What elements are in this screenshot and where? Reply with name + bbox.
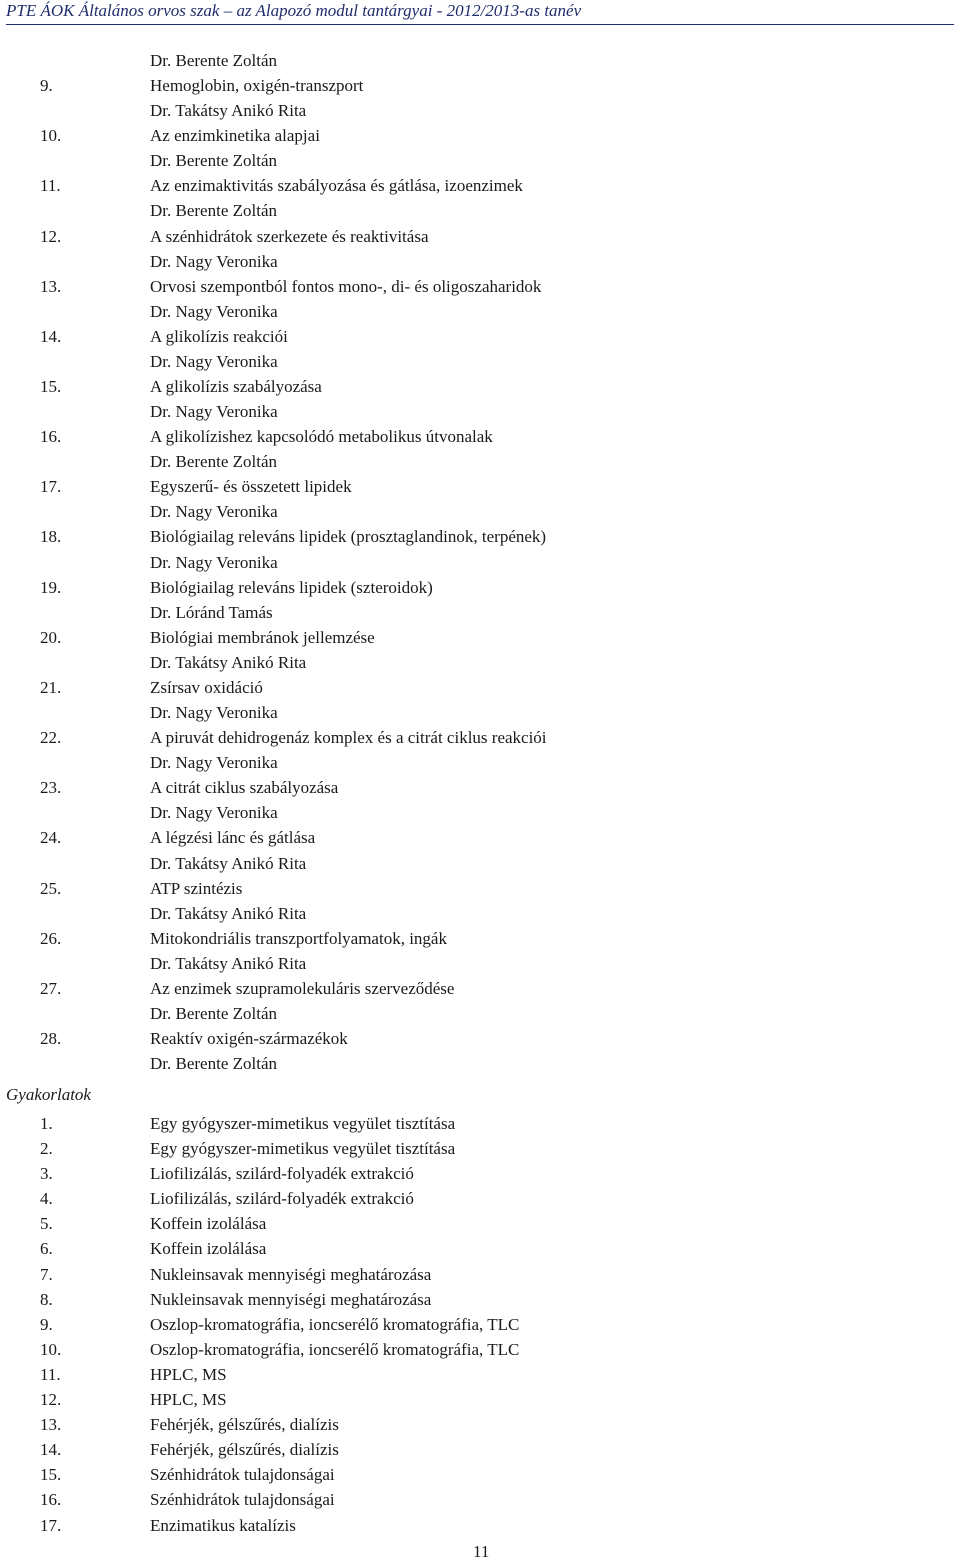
lecture-title: Biológiai membránok jellemzése (150, 627, 375, 647)
practical-number: 15. (40, 1465, 62, 1485)
practical-row (0, 1186, 960, 1211)
lecturer-row (0, 98, 960, 123)
lecture-list (0, 48, 960, 1076)
lecturer-name: Dr. Nagy Veronika (150, 753, 278, 773)
practical-title: Szénhidrátok tulajdonságai (150, 1490, 335, 1510)
lecture-title: Zsírsav oxidáció (150, 677, 263, 697)
lecture-row (0, 976, 960, 1001)
lecture-title: A citrát ciklus szabályozása (150, 778, 339, 798)
lecturer-name: Dr. Berente Zoltán (150, 1003, 277, 1023)
practical-number: 16. (40, 1490, 62, 1510)
lecture-title: Biológiailag releváns lipidek (szteroidok) (150, 577, 433, 597)
practical-title: Nukleinsavak mennyiségi meghatározása (150, 1289, 432, 1309)
lecturer-name: Dr. Berente Zoltán (150, 201, 277, 221)
lecture-number: 12. (40, 226, 62, 246)
lecture-title: A glikolízis reakciói (150, 326, 288, 346)
lecture-number: 19. (40, 577, 62, 597)
lecture-number: 20. (40, 627, 62, 647)
practical-row (0, 1437, 960, 1462)
practical-row (0, 1312, 960, 1337)
practical-row (0, 1211, 960, 1236)
lecture-title: Reaktív oxigén-származékok (150, 1029, 348, 1049)
lecturer-name: Dr. Nagy Veronika (150, 703, 278, 723)
practical-number: 3. (40, 1164, 53, 1184)
practical-number: 8. (40, 1289, 53, 1309)
lecturer-row (0, 700, 960, 725)
lecture-number: 9. (40, 76, 53, 96)
practical-number: 17. (40, 1515, 62, 1535)
practical-title: Enzimatikus katalízis (150, 1515, 296, 1535)
lecturer-row (0, 550, 960, 575)
practical-title: Oszlop-kromatográfia, ioncserélő kromatográfia, TLC (150, 1339, 520, 1359)
practical-list (0, 1111, 960, 1538)
practical-row (0, 1487, 960, 1512)
lecture-number: 21. (40, 677, 62, 697)
lecture-number: 26. (40, 928, 62, 948)
lecturer-name: Dr. Nagy Veronika (150, 301, 278, 321)
lecture-row (0, 324, 960, 349)
lecturer-name: Dr. Takátsy Anikó Rita (150, 853, 307, 873)
lecture-row (0, 474, 960, 499)
practical-number: 13. (40, 1415, 62, 1435)
lecture-row (0, 825, 960, 850)
practical-title: Egy gyógyszer-mimetikus vegyület tisztítása (150, 1114, 456, 1133)
lecturer-name: Dr. Nagy Veronika (150, 402, 278, 422)
lecture-number: 23. (40, 778, 62, 798)
lecture-title: Az enzimek szupramolekuláris szerveződése (150, 978, 455, 998)
lecture-number: 24. (40, 828, 62, 848)
lecturer-row (0, 449, 960, 474)
lecture-number: 16. (40, 427, 62, 447)
lecture-row (0, 123, 960, 148)
practical-row (0, 1412, 960, 1437)
lecturer-name: Dr. Berente Zoltán (150, 1054, 277, 1074)
lecture-title: Egyszerű- és összetett lipidek (150, 477, 352, 497)
lecturer-row (0, 1051, 960, 1076)
lecture-title: A glikolízishez kapcsolódó metabolikus útvonalak (150, 427, 493, 447)
lecture-number: 15. (40, 377, 62, 397)
practical-title: HPLC, MS (150, 1364, 227, 1384)
lecturer-name: Dr. Takátsy Anikó Rita (150, 652, 307, 672)
lecture-number: 11. (40, 176, 61, 196)
lecture-row (0, 876, 960, 901)
lecturer-row (0, 198, 960, 223)
lecture-title: A szénhidrátok szerkezete és reaktivitása (150, 226, 429, 246)
lecture-title: Az enzimaktivitás szabályozása és gátlása, izoenzimek (150, 176, 523, 196)
lecturer-row (0, 48, 960, 73)
practical-row (0, 1337, 960, 1362)
lecturer-row (0, 800, 960, 825)
lecture-number: 18. (40, 527, 62, 547)
practical-number: 7. (40, 1264, 53, 1284)
lecture-row (0, 524, 960, 549)
lecture-row (0, 926, 960, 951)
lecturer-row (0, 349, 960, 374)
lecture-row (0, 73, 960, 98)
practical-row (0, 1387, 960, 1412)
practical-title: Liofilizálás, szilárd-folyadék extrakció (150, 1189, 414, 1209)
practical-title: Fehérjék, gélszűrés, dialízis (150, 1440, 339, 1460)
lecture-title: Mitokondriális transzportfolyamatok, ingák (150, 928, 447, 948)
practical-title: Koffein izolálása (150, 1239, 267, 1259)
practical-row (0, 1513, 960, 1538)
practical-number: 5. (40, 1214, 53, 1234)
practical-title: Oszlop-kromatográfia, ioncserélő kromatográfia, TLC (150, 1314, 520, 1334)
lecturer-row (0, 148, 960, 173)
practical-title: Koffein izolálása (150, 1214, 267, 1234)
lecture-title: A légzési lánc és gátlása (150, 828, 316, 848)
lecturer-row (0, 951, 960, 976)
section-heading-practicals: Gyakorlatok (6, 1085, 91, 1104)
practical-number: 12. (40, 1390, 62, 1410)
lecturer-row (0, 399, 960, 424)
lecturer-row (0, 750, 960, 775)
lecturer-row (0, 1001, 960, 1026)
practical-row (0, 1262, 960, 1287)
lecture-row (0, 173, 960, 198)
lecture-row (0, 725, 960, 750)
lecturer-row (0, 600, 960, 625)
lecturer-row (0, 299, 960, 324)
practical-number: 9. (40, 1314, 53, 1334)
practical-number: 11. (40, 1364, 61, 1384)
lecture-row (0, 1026, 960, 1051)
lecture-row (0, 675, 960, 700)
practical-title: Szénhidrátok tulajdonságai (150, 1465, 335, 1485)
lecture-number: 17. (40, 477, 62, 497)
practical-number: 2. (40, 1139, 53, 1159)
lecturer-name: Dr. Berente Zoltán (150, 151, 277, 171)
lecture-title: Az enzimkinetika alapjai (150, 126, 320, 146)
lecture-title: Biológiailag releváns lipidek (prosztaglandinok, terpének) (150, 527, 547, 547)
lecturer-name: Dr. Nagy Veronika (150, 251, 278, 271)
practical-row (0, 1111, 960, 1136)
practical-row (0, 1462, 960, 1487)
lecturer-name: Dr. Nagy Veronika (150, 552, 278, 572)
lecturer-row (0, 851, 960, 876)
practical-row (0, 1287, 960, 1312)
lecture-number: 14. (40, 326, 62, 346)
lecturer-name: Dr. Nagy Veronika (150, 502, 278, 522)
page-number: 11 (473, 1542, 490, 1561)
lecture-row (0, 775, 960, 800)
lecturer-name: Dr. Berente Zoltán (150, 51, 277, 70)
practical-title: Egy gyógyszer-mimetikus vegyület tisztítása (150, 1139, 456, 1159)
lecture-title: A piruvát dehidrogenáz komplex és a citrát ciklus reakciói (150, 728, 547, 748)
lecture-row (0, 424, 960, 449)
lecturer-name: Dr. Takátsy Anikó Rita (150, 101, 307, 121)
lecture-row (0, 625, 960, 650)
lecturer-name: Dr. Takátsy Anikó Rita (150, 903, 307, 923)
lecture-number: 27. (40, 978, 62, 998)
practical-row (0, 1136, 960, 1161)
lecture-title: ATP szintézis (150, 878, 243, 898)
lecture-title: A glikolízis szabályozása (150, 377, 322, 397)
lecture-number: 25. (40, 878, 62, 898)
practical-number: 6. (40, 1239, 53, 1259)
lecture-number: 13. (40, 276, 62, 296)
lecture-row (0, 374, 960, 399)
practical-number: 14. (40, 1440, 62, 1460)
lecture-number: 10. (40, 126, 62, 146)
lecturer-row (0, 650, 960, 675)
practical-row (0, 1362, 960, 1387)
practical-number: 1. (40, 1114, 53, 1133)
page-header: PTE ÁOK Általános orvos szak – az Alapozó modul tantárgyai - 2012/2013-as tanév (6, 1, 954, 25)
practical-title: HPLC, MS (150, 1390, 227, 1410)
lecture-number: 28. (40, 1029, 62, 1049)
lecture-row (0, 575, 960, 600)
practical-number: 4. (40, 1189, 53, 1209)
lecturer-name: Dr. Berente Zoltán (150, 452, 277, 472)
lecturer-name: Dr. Takátsy Anikó Rita (150, 953, 307, 973)
practical-row (0, 1161, 960, 1186)
practical-number: 10. (40, 1339, 62, 1359)
lecture-title: Hemoglobin, oxigén-transzport (150, 76, 364, 96)
lecturer-name: Dr. Nagy Veronika (150, 351, 278, 371)
lecturer-row (0, 499, 960, 524)
practical-title: Liofilizálás, szilárd-folyadék extrakció (150, 1164, 414, 1184)
lecture-title: Orvosi szempontból fontos mono-, di- és oligoszaharidok (150, 276, 542, 296)
lecture-row (0, 224, 960, 249)
lecturer-row (0, 249, 960, 274)
lecturer-name: Dr. Lóránd Tamás (150, 602, 273, 622)
lecture-number: 22. (40, 728, 62, 748)
lecturer-row (0, 901, 960, 926)
practical-title: Fehérjék, gélszűrés, dialízis (150, 1415, 339, 1435)
practical-row (0, 1236, 960, 1261)
lecture-row (0, 274, 960, 299)
lecturer-name: Dr. Nagy Veronika (150, 803, 278, 823)
practical-title: Nukleinsavak mennyiségi meghatározása (150, 1264, 432, 1284)
